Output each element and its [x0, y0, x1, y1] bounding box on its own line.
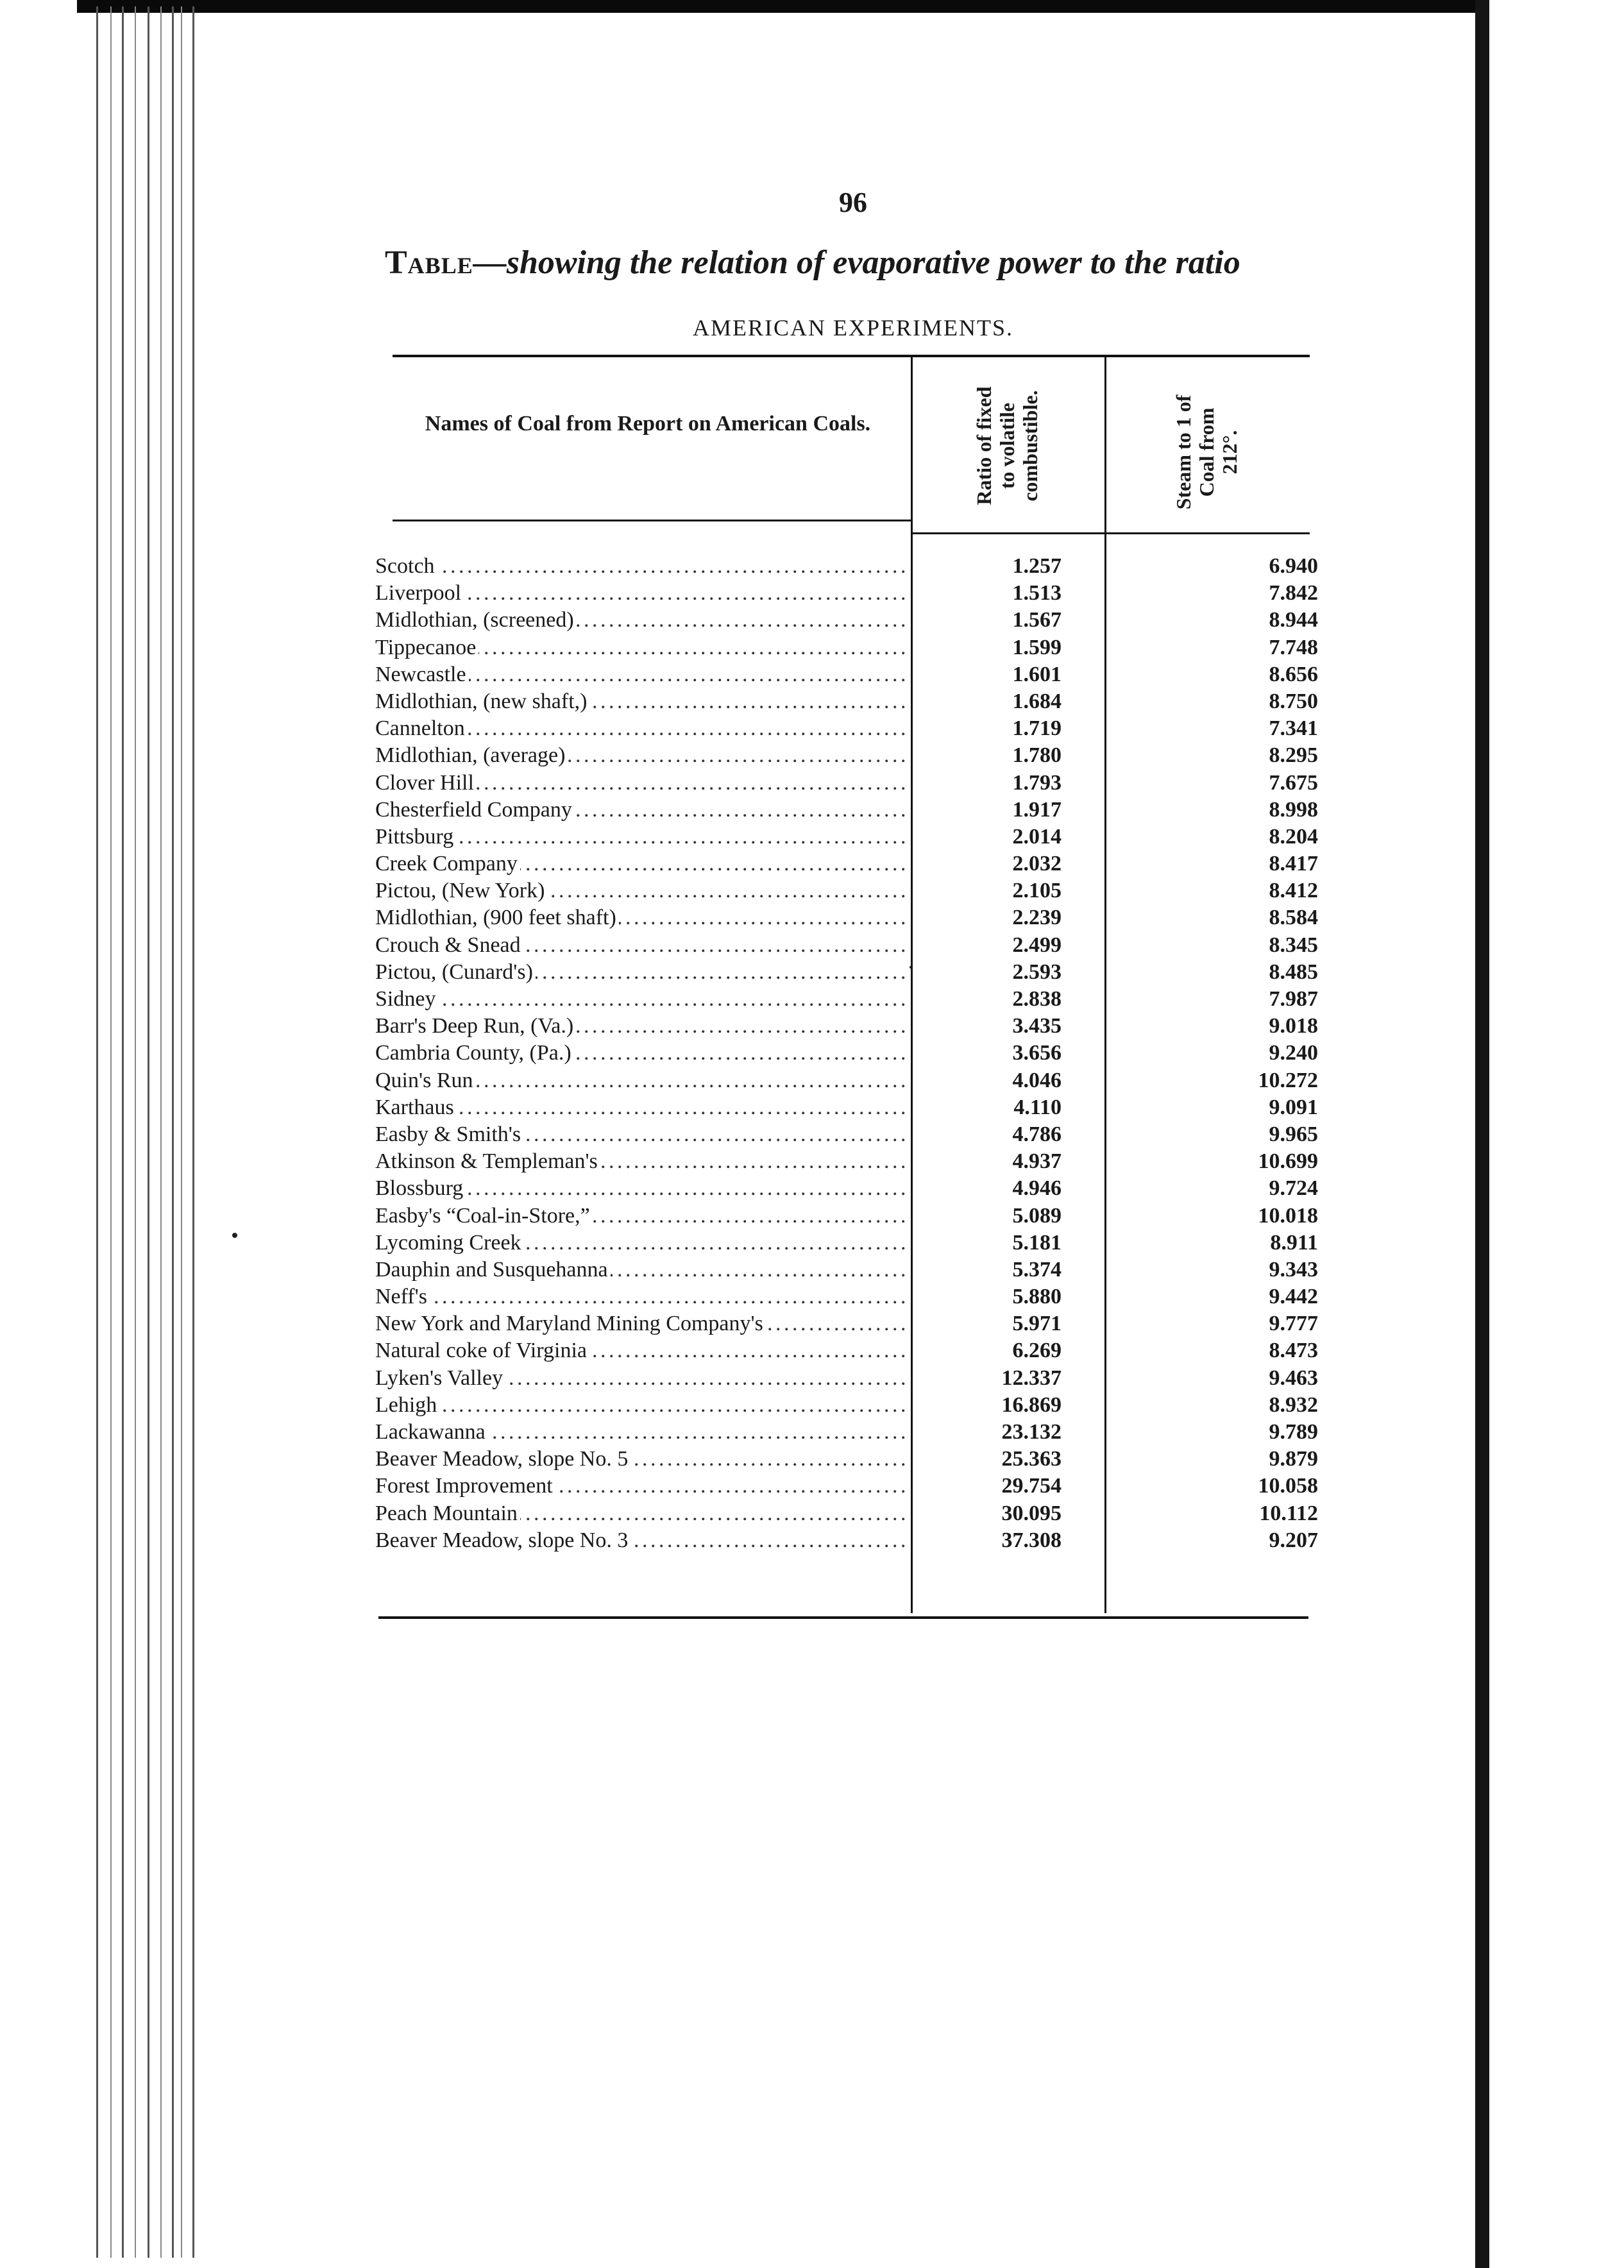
ratio-value: 1.601 [1012, 662, 1062, 686]
steam-value: 8.750 [1269, 689, 1318, 713]
table-row [375, 1257, 1318, 1283]
steam-value: 6.940 [1269, 554, 1318, 578]
table-top-rule [393, 355, 1310, 357]
column-header-steam-line: Steam to 1 of [1172, 394, 1195, 510]
steam-value: 7.748 [1269, 635, 1318, 659]
table-row [375, 742, 1318, 769]
steam-value: 7.341 [1269, 716, 1318, 741]
ratio-value: 1.684 [1012, 689, 1062, 713]
ratio-value: 2.838 [1012, 987, 1062, 1011]
ratio-value: 1.513 [1012, 581, 1062, 605]
ratio-value: 1.719 [1012, 716, 1062, 741]
steam-value: 10.112 [1259, 1501, 1318, 1525]
steam-value: 7.675 [1269, 770, 1318, 795]
coal-name: Karthaus . . . [375, 1094, 908, 1121]
steam-value: 9.789 [1269, 1420, 1318, 1444]
table-row [375, 1337, 1318, 1364]
ratio-value: 1.793 [1012, 770, 1062, 795]
steam-value: 10.018 [1258, 1203, 1318, 1228]
ratio-value: 1.567 [1012, 608, 1062, 632]
column-header-ratio-line: to volatile [995, 402, 1019, 489]
table-row [375, 824, 1318, 851]
coal-name: Peach Mountain . . . [375, 1500, 908, 1527]
table-row [375, 1473, 1318, 1500]
coal-name: Lehigh . . . [375, 1392, 908, 1419]
ratio-value: 2.239 [1012, 906, 1062, 930]
table-row [375, 1121, 1318, 1148]
table-row [375, 1283, 1318, 1310]
ratio-value: 3.656 [1012, 1041, 1062, 1065]
column-header-steam [1172, 375, 1242, 529]
ratio-value: 1.257 [1012, 554, 1062, 578]
coal-name: Easby & Smith's . . . [375, 1121, 908, 1148]
table-row [375, 688, 1318, 715]
table-row [375, 1148, 1318, 1175]
coal-name: Midlothian, (900 feet shaft) . . . [375, 904, 908, 931]
ratio-value: 2.105 [1012, 879, 1062, 903]
table-subtitle: AMERICAN EXPERIMENTS. [692, 315, 1013, 341]
ratio-value: 1.780 [1012, 743, 1062, 768]
table-row [375, 1067, 1318, 1094]
coal-name: Quin's Run . . . [375, 1067, 908, 1094]
steam-value: 8.345 [1269, 933, 1318, 957]
steam-value: 8.944 [1269, 608, 1318, 632]
table-title-lead: Table [385, 244, 473, 281]
table-row [375, 1013, 1318, 1040]
page-number: 96 [839, 187, 867, 218]
ratio-value: 4.946 [1012, 1176, 1062, 1201]
column-header-ratio [972, 369, 1043, 523]
steam-value: 7.842 [1269, 581, 1318, 605]
column-header-steam-line: Coal from [1195, 407, 1218, 497]
steam-value: 9.343 [1269, 1257, 1318, 1282]
coal-name: Forest Improvement . . . [375, 1473, 908, 1500]
steam-value: 9.091 [1269, 1095, 1318, 1119]
table-row [375, 1365, 1318, 1392]
steam-value: 8.485 [1269, 960, 1318, 984]
ratio-value: 6.269 [1012, 1339, 1062, 1363]
table-row [375, 1392, 1318, 1419]
table-row [375, 932, 1318, 959]
table-row [375, 1203, 1318, 1230]
coal-name: Chesterfield Company . . . [375, 797, 908, 824]
steam-value: 9.240 [1269, 1041, 1318, 1065]
steam-value: 9.442 [1269, 1285, 1318, 1309]
table-row [375, 797, 1318, 824]
ratio-value: 5.181 [1012, 1230, 1062, 1255]
steam-value: 8.998 [1269, 797, 1318, 822]
steam-value: 9.965 [1269, 1122, 1318, 1146]
coal-name: Tippecanoe . . . [375, 634, 908, 661]
coal-name: Lackawanna . . . [375, 1419, 908, 1446]
coal-name: Pictou, (Cunard's) . . . [375, 959, 908, 986]
coal-name: Dauphin and Susquehanna . . . [375, 1257, 908, 1283]
ratio-value: 29.754 [1001, 1474, 1062, 1498]
ratio-value: 2.499 [1012, 933, 1062, 957]
steam-value: 8.584 [1269, 906, 1318, 930]
ratio-value: 4.786 [1012, 1122, 1062, 1146]
table-row [375, 1094, 1318, 1121]
table-row [375, 1310, 1318, 1337]
scan-top-border [77, 0, 1488, 13]
coal-name: Midlothian, (screened) . . . [375, 607, 908, 634]
coal-name: Liverpool . . . [375, 580, 908, 607]
coal-name: Atkinson & Templeman's . . . [375, 1148, 908, 1175]
ratio-value: 4.046 [1012, 1068, 1062, 1092]
table-row [375, 1040, 1318, 1067]
table-row [375, 959, 1318, 986]
ratio-value: 4.110 [1013, 1095, 1062, 1119]
ratio-value: 3.435 [1012, 1014, 1062, 1038]
coal-name: Newcastle . . . [375, 661, 908, 688]
coal-name: Cannelton . . . [375, 715, 908, 742]
steam-value: 8.473 [1269, 1339, 1318, 1363]
ratio-value: 1.599 [1012, 635, 1062, 659]
steam-value: 8.932 [1269, 1392, 1318, 1417]
table-row [375, 1500, 1318, 1527]
table-row [375, 851, 1318, 877]
column-header-ratio-line: combustible. [1019, 390, 1042, 502]
header-rule-name [393, 520, 911, 521]
stacked-page-edges [96, 0, 224, 2268]
ratio-value: 16.869 [1001, 1392, 1062, 1417]
ratio-value: 2.032 [1012, 852, 1062, 876]
ratio-value: 5.971 [1012, 1312, 1062, 1336]
coal-name: Beaver Meadow, slope No. 3 . . . [375, 1527, 908, 1554]
steam-value: 9.207 [1269, 1528, 1318, 1552]
coal-name: Barr's Deep Run, (Va.) . . . [375, 1013, 908, 1040]
steam-value: 9.724 [1269, 1176, 1318, 1201]
coal-name: New York and Maryland Mining Company's . . . [375, 1310, 908, 1337]
table-row [375, 1446, 1318, 1473]
coal-name: Clover Hill . . . [375, 770, 908, 797]
ratio-value: 37.308 [1001, 1528, 1062, 1552]
steam-value: 8.911 [1270, 1230, 1318, 1255]
steam-value: 9.018 [1269, 1014, 1318, 1038]
table-title-rest: —showing the relation of evaporative power to the ratio [473, 244, 1240, 281]
table-bottom-rule [378, 1616, 1308, 1619]
scan-right-border [1475, 0, 1489, 2268]
table-body [375, 553, 1318, 1554]
coal-name: Midlothian, (new shaft,) . . . [375, 688, 908, 715]
table-row [375, 1230, 1318, 1257]
ratio-value: 2.593 [1012, 960, 1062, 984]
table-row [375, 986, 1318, 1013]
table-row [375, 580, 1318, 607]
steam-value: 8.295 [1269, 743, 1318, 768]
table-row [375, 634, 1318, 661]
table-row [375, 877, 1318, 904]
coal-name: Lycoming Creek . . . [375, 1230, 908, 1257]
ratio-value: 25.363 [1001, 1447, 1062, 1471]
scan-speck [232, 1233, 237, 1238]
ratio-value: 1.917 [1012, 797, 1062, 822]
column-header-steam-line: 212°. [1218, 430, 1241, 475]
table-row [375, 904, 1318, 931]
steam-value: 9.463 [1269, 1366, 1318, 1390]
table-row [375, 1175, 1318, 1202]
table-row [375, 607, 1318, 634]
coal-name: Neff's . . . [375, 1283, 908, 1310]
table-row [375, 715, 1318, 742]
steam-value: 8.417 [1269, 852, 1318, 876]
ratio-value: 30.095 [1001, 1501, 1062, 1525]
ratio-value: 4.937 [1012, 1149, 1062, 1174]
table-row [375, 770, 1318, 797]
coal-name: Blossburg . . . [375, 1175, 908, 1202]
ratio-value: 12.337 [1001, 1366, 1062, 1390]
table-row [375, 661, 1318, 688]
coal-name: Scotch . . . [375, 553, 908, 580]
ratio-value: 5.089 [1012, 1203, 1062, 1228]
steam-value: 10.272 [1258, 1068, 1318, 1092]
coal-name: Crouch & Snead . . . [375, 932, 908, 959]
table-title [385, 244, 1347, 282]
coal-name: Pittsburg . . . [375, 824, 908, 851]
column-header-name: Names of Coal from Report on American Coals. [425, 412, 871, 436]
table-row [375, 1527, 1318, 1554]
coal-name: Natural coke of Virginia . . . [375, 1337, 908, 1364]
coal-name: Lyken's Valley . . . [375, 1365, 908, 1392]
coal-name: Cambria County, (Pa.) . . . [375, 1040, 908, 1067]
coal-name: Sidney . . . [375, 986, 908, 1013]
header-rule-steam [1106, 532, 1310, 534]
ratio-value: 23.132 [1001, 1420, 1062, 1444]
steam-value: 9.879 [1269, 1447, 1318, 1471]
table-row [375, 1419, 1318, 1446]
steam-value: 9.777 [1269, 1312, 1318, 1336]
ratio-value: 5.374 [1012, 1257, 1062, 1282]
table-row [375, 553, 1318, 580]
ratio-value: 5.880 [1012, 1285, 1062, 1309]
ratio-value: 2.014 [1012, 824, 1062, 849]
steam-value: 10.058 [1258, 1474, 1318, 1498]
coal-name: Easby's “Coal-in-Store,” . . . [375, 1203, 908, 1230]
coal-name: Midlothian, (average) . . . [375, 742, 908, 769]
header-rule-ratio [913, 532, 1104, 534]
coal-name: Beaver Meadow, slope No. 5 . . . [375, 1446, 908, 1473]
steam-value: 8.412 [1269, 879, 1318, 903]
coal-name: Creek Company . . . [375, 851, 908, 877]
steam-value: 7.987 [1269, 987, 1318, 1011]
steam-value: 8.204 [1269, 824, 1318, 849]
column-header-ratio-line: Ratio of fixed [972, 386, 995, 505]
steam-value: 8.656 [1269, 662, 1318, 686]
steam-value: 10.699 [1258, 1149, 1318, 1174]
coal-name: Pictou, (New York) . . . [375, 877, 908, 904]
